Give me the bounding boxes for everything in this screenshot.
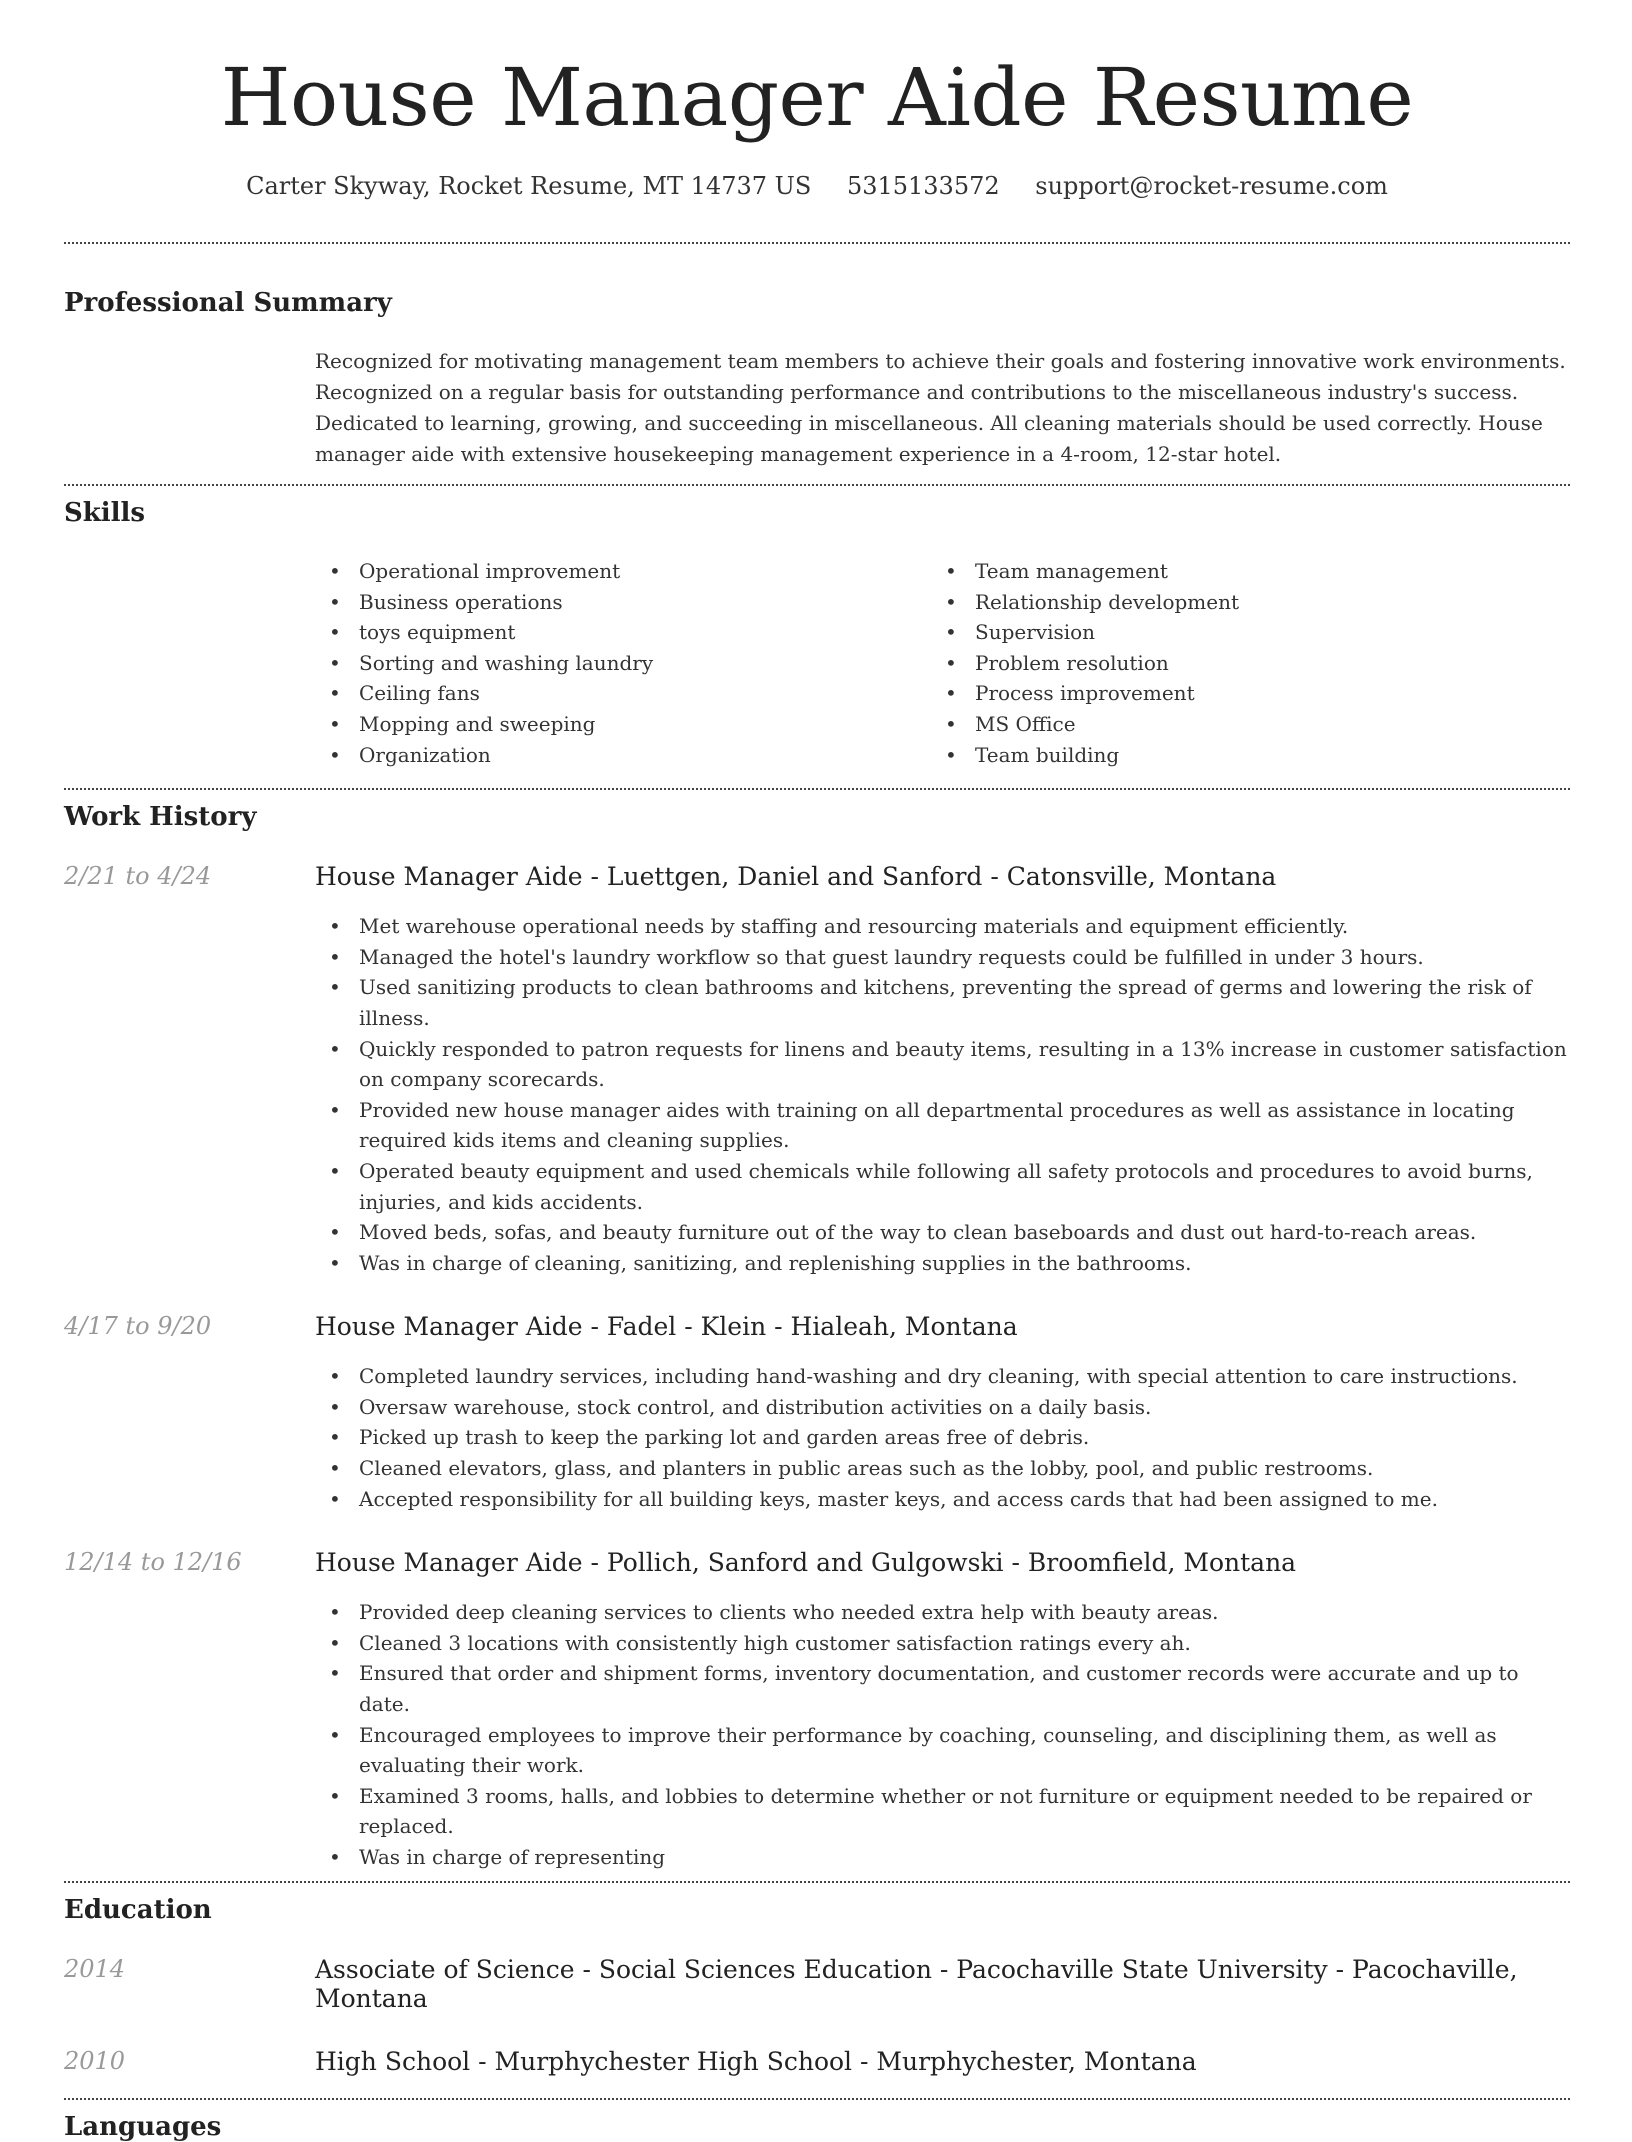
skill-item: • Mopping and sweeping xyxy=(315,709,931,740)
job-bullet: • Provided deep cleaning services to clients who needed extra help with beauty areas. xyxy=(315,1597,1570,1628)
job-bullet: • Was in charge of representing xyxy=(315,1842,1570,1873)
job-title: House Manager Aide - Pollich, Sanford and Gulgowski - Broomfield, Montana xyxy=(315,1548,1297,1578)
job-bullet: • Managed the hotel's laundry workflow so that guest laundry requests could be fulfilled in under 3 hours. xyxy=(315,942,1570,973)
skill-item: • Process improvement xyxy=(931,678,1547,709)
divider xyxy=(64,242,1570,244)
contact-line xyxy=(64,172,1570,200)
job-bullets xyxy=(315,911,1570,1278)
education-title: High School - Murphychester High School - Murphychester, Montana xyxy=(315,2046,1197,2076)
job-bullets xyxy=(315,1361,1570,1514)
contact-email: support@rocket-resume.com xyxy=(1035,172,1388,200)
job-bullet: • Quickly responded to patron requests for linens and beauty items, resulting in a 13% increase in customer satisfaction on company scorecards. xyxy=(315,1034,1570,1095)
job-title: House Manager Aide - Fadel - Klein - Hialeah, Montana xyxy=(315,1312,1018,1342)
skill-item: • Problem resolution xyxy=(931,648,1547,679)
job-bullet: • Ensured that order and shipment forms, inventory documentation, and customer records were accurate and up to date. xyxy=(315,1658,1570,1719)
skills-list xyxy=(315,556,1570,770)
work-heading: Work History xyxy=(64,802,257,833)
job-bullet: • Accepted responsibility for all building keys, master keys, and access cards that had been assigned to me. xyxy=(315,1484,1570,1515)
resume-page xyxy=(64,0,1570,2142)
divider xyxy=(64,2098,1570,2100)
job-bullet: • Cleaned elevators, glass, and planters in public areas such as the lobby, pool, and public restrooms. xyxy=(315,1453,1570,1484)
job-bullet: • Cleaned 3 locations with consistently high customer satisfaction ratings every ah. xyxy=(315,1628,1570,1659)
contact-phone: 5315133572 xyxy=(846,172,1000,200)
job-title: House Manager Aide - Luettgen, Daniel and Sanford - Catonsville, Montana xyxy=(315,862,1277,892)
skill-item: • Team management xyxy=(931,556,1547,587)
divider xyxy=(64,484,1570,486)
job-dates: 12/14 to 12/16 xyxy=(64,1548,242,1577)
education-heading: Education xyxy=(64,1894,212,1925)
job-bullet: • Oversaw warehouse, stock control, and distribution activities on a daily basis. xyxy=(315,1392,1570,1423)
skills-column-left xyxy=(315,556,931,770)
divider xyxy=(64,1881,1570,1883)
job-dates: 2/21 to 4/24 xyxy=(64,862,212,891)
languages-heading: Languages xyxy=(64,2111,222,2142)
skill-item: • Relationship development xyxy=(931,587,1547,618)
job-bullet: • Met warehouse operational needs by staffing and resourcing materials and equipment efficiently. xyxy=(315,911,1570,942)
job-bullet: • Picked up trash to keep the parking lot and garden areas free of debris. xyxy=(315,1422,1570,1453)
job-dates: 4/17 to 9/20 xyxy=(64,1312,212,1341)
job-bullet: • Encouraged employees to improve their performance by coaching, counseling, and disciplining them, as well as evaluating their work. xyxy=(315,1720,1570,1781)
job-bullet: • Completed laundry services, including hand-washing and dry cleaning, with special attention to care instructions. xyxy=(315,1361,1570,1392)
job-bullet: • Used sanitizing products to clean bathrooms and kitchens, preventing the spread of germs and lowering the risk of illness. xyxy=(315,972,1570,1033)
page-title: House Manager Aide Resume xyxy=(220,51,1414,144)
education-title: Associate of Science - Social Sciences Education - Pacochaville State University - Pacochaville, Montana xyxy=(315,1954,1518,2013)
skill-item: • Business operations xyxy=(315,587,931,618)
job-bullets xyxy=(315,1597,1570,1872)
skill-item: • Organization xyxy=(315,740,931,771)
education-entry xyxy=(64,1955,1570,2013)
education-year: 2014 xyxy=(64,1954,126,1983)
job-bullet: • Was in charge of cleaning, sanitizing, and replenishing supplies in the bathrooms. xyxy=(315,1248,1570,1279)
skill-item: • MS Office xyxy=(931,709,1547,740)
job-bullet: • Provided new house manager aides with training on all departmental procedures as well as assistance in locating required kids items and cleaning supplies. xyxy=(315,1095,1570,1156)
skill-item: • Team building xyxy=(931,740,1547,771)
education-entry xyxy=(64,2047,1570,2076)
job-entry xyxy=(64,862,1570,891)
job-bullet: • Moved beds, sofas, and beauty furniture out of the way to clean baseboards and dust out hard-to-reach areas. xyxy=(315,1217,1570,1248)
job-entry xyxy=(64,1548,1570,1577)
skill-item: • Sorting and washing laundry xyxy=(315,648,931,679)
skill-item: • Operational improvement xyxy=(315,556,931,587)
skills-heading: Skills xyxy=(64,498,146,528)
job-bullet: • Examined 3 rooms, halls, and lobbies to determine whether or not furniture or equipment needed to be repaired or replaced. xyxy=(315,1781,1570,1842)
skill-item: • Ceiling fans xyxy=(315,678,931,709)
skill-item: • toys equipment xyxy=(315,617,931,648)
contact-address: Carter Skyway, Rocket Resume, MT 14737 US xyxy=(246,172,812,200)
job-entry xyxy=(64,1312,1570,1341)
education-year: 2010 xyxy=(64,2046,126,2075)
divider xyxy=(64,788,1570,790)
summary-heading: Professional Summary xyxy=(64,288,392,318)
job-bullet: • Operated beauty equipment and used chemicals while following all safety protocols and procedures to avoid burns, injuries, and kids accidents. xyxy=(315,1156,1570,1217)
summary-text: Recognized for motivating management team members to achieve their goals and fostering innovative work environments. Recognized on a regular basis for outstanding performance and contributions to the miscellaneous industry's success. Dedicated to learning, growing, and succeeding in miscellaneous. All cleaning materials should be used correctly. House manager aide with extensive housekeeping management experience in a 4-room, 12-star hotel. xyxy=(315,349,1566,466)
skills-column-right xyxy=(931,556,1547,770)
skill-item: • Supervision xyxy=(931,617,1547,648)
